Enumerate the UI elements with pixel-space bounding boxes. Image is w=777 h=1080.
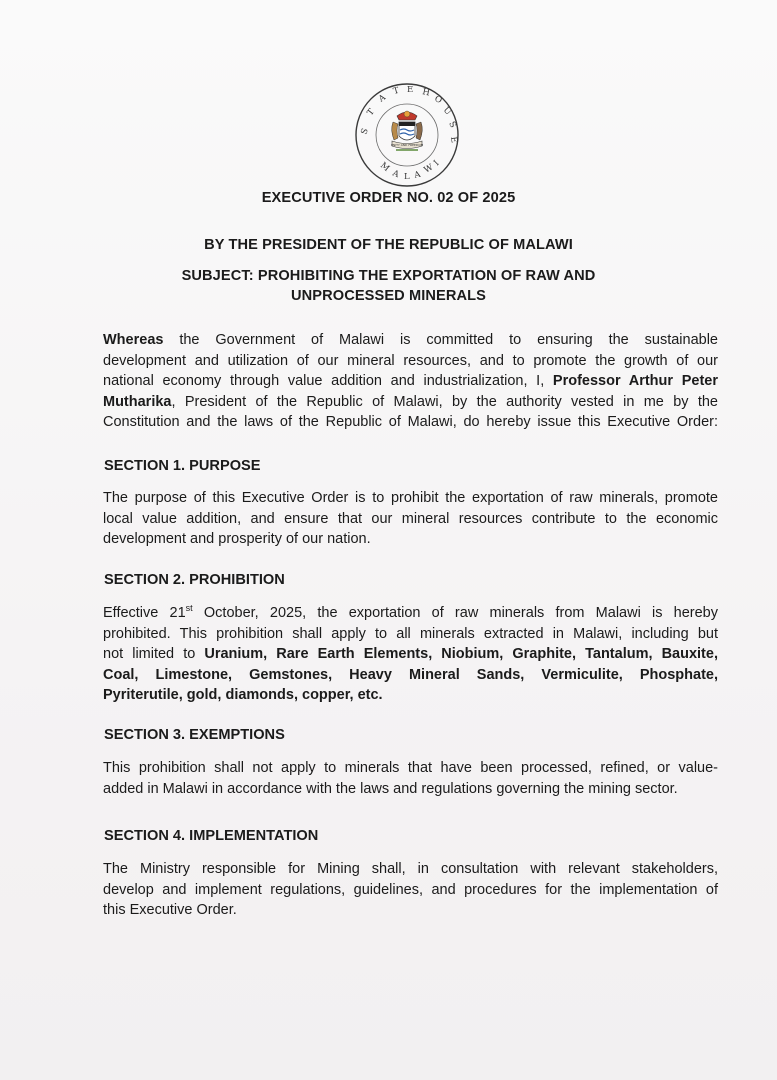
svg-text:I: I bbox=[432, 158, 442, 169]
svg-text:L: L bbox=[404, 172, 410, 182]
section-4-heading: SECTION 4. IMPLEMENTATION bbox=[104, 828, 319, 844]
svg-text:A: A bbox=[390, 168, 401, 181]
issuer-line: BY THE PRESIDENT OF THE REPUBLIC OF MALAWI bbox=[204, 237, 573, 253]
svg-text:A: A bbox=[413, 169, 422, 181]
svg-text:E: E bbox=[448, 136, 459, 144]
preamble-line: Constitution and the laws of the Republic of Malawi, do hereby issue this Executive Order: bbox=[103, 414, 718, 430]
subject-line-2: UNPROCESSED MINERALS bbox=[291, 288, 486, 304]
preamble-line: development and utilization of our mineral resources, and to promote the growth of our bbox=[103, 352, 718, 369]
preamble-line: Whereas the Government of Malawi is committed to ensuring the sustainable bbox=[103, 332, 718, 348]
svg-text:U: U bbox=[440, 105, 454, 118]
section-2-heading: SECTION 2. PROHIBITION bbox=[104, 572, 285, 588]
svg-text:T: T bbox=[392, 85, 401, 97]
order-title: EXECUTIVE ORDER NO. 02 OF 2025 bbox=[261, 190, 516, 206]
svg-text:E: E bbox=[407, 85, 414, 95]
svg-text:M: M bbox=[378, 160, 392, 174]
section-2-paragraph: Effective 21st October, 2025, the exportation of raw minerals from Malawi is hereby prohibited. This prohibition shall apply to all minerals extracted in Malawi, including but not limited to Uranium, Rare Earth Elements, Niobium, Graphite, Tantalum, Bauxite, Coal, Limestone, Gemstones, Heavy Mineral Sands, Vermiculite, Phosphate, Pyriterutile, gold, diamonds, copper, etc. bbox=[103, 603, 718, 703]
section-4-paragraph: The Ministry responsible for Mining shall, in consultation with relevant stakeholders, develop and implement regulations, guidelines, and procedures for the implementation of this Executive Order. bbox=[103, 861, 718, 918]
svg-text:S: S bbox=[446, 120, 458, 130]
state-house-seal bbox=[352, 80, 462, 190]
coat-of-arms-icon bbox=[391, 111, 424, 150]
section-1-heading: SECTION 1. PURPOSE bbox=[104, 458, 261, 474]
svg-text:O: O bbox=[432, 93, 444, 107]
preamble-line: national economy through value addition and industrialization, I, Professor Arthur Peter bbox=[103, 373, 718, 389]
svg-text:H: H bbox=[421, 87, 431, 99]
svg-text:UNITY AND FREEDOM: UNITY AND FREEDOM bbox=[390, 143, 424, 147]
section-1-paragraph: The purpose of this Executive Order is to prohibit the exportation of raw minerals, promote local value addition, and ensure that our mineral resources contribute to the economic development and prosperity of our nation. bbox=[103, 490, 718, 547]
svg-text:A: A bbox=[376, 92, 388, 105]
svg-text:T: T bbox=[365, 107, 377, 118]
subject-line-1: SUBJECT: PROHIBITING THE EXPORTATION OF RAW AND bbox=[181, 268, 596, 284]
section-3-paragraph: This prohibition shall not apply to minerals that have been processed, refined, or value- added in Malawi in accordance with the laws and regulations governing the mining sector. bbox=[103, 760, 718, 797]
section-3-heading: SECTION 3. EXEMPTIONS bbox=[104, 727, 285, 743]
svg-text:S: S bbox=[359, 127, 371, 137]
preamble-paragraph bbox=[103, 330, 718, 433]
svg-text:W: W bbox=[422, 162, 436, 176]
preamble-line: Mutharika, President of the Republic of Malawi, by the authority vested in me by the bbox=[103, 393, 718, 410]
